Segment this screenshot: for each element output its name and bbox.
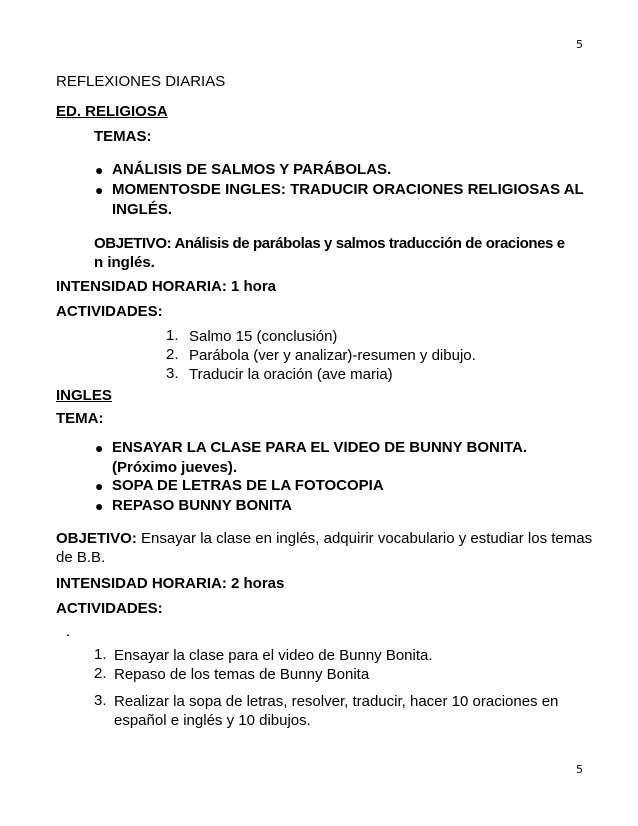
bullet-icon: ● xyxy=(95,182,104,198)
ingles-objetivo xyxy=(56,529,592,548)
ingles-objetivo-cont: de B.B. xyxy=(56,549,106,566)
ingles-actividad-1: Ensayar la clase para el video de Bunny Bonita. xyxy=(114,647,433,664)
ingles-bullet-3: REPASO BUNNY BONITA xyxy=(112,497,293,514)
ingles-bullet-1-cont: (Próximo jueves). xyxy=(112,459,238,476)
ingles-tema-label: TEMA: xyxy=(56,410,104,427)
religiosa-actividad-2: Parábola (ver y analizar)-resumen y dibujo. xyxy=(189,347,476,364)
list-number: 1. xyxy=(166,327,179,344)
list-number: 3. xyxy=(94,692,107,709)
bullet-icon: ● xyxy=(95,478,104,494)
page-number-top: 5 xyxy=(576,38,583,51)
religiosa-objetivo: OBJETIVO: Análisis de parábolas y salmos traducción de oraciones e xyxy=(94,235,565,252)
bullet-icon: ● xyxy=(95,498,104,514)
ingles-heading: INGLES xyxy=(56,387,112,404)
ingles-actividad-3: Realizar la sopa de letras, resolver, traducir, hacer 10 oraciones en xyxy=(114,693,559,710)
ingles-objetivo-text: Ensayar la clase en inglés, adquirir vocabulario y estudiar los temas xyxy=(136,530,593,547)
ingles-actividad-3-cont: español e inglés y 10 dibujos. xyxy=(114,712,311,729)
ingles-bullet-1: ENSAYAR LA CLASE PARA EL VIDEO DE BUNNY BONITA. xyxy=(112,439,528,456)
religiosa-actividad-1: Salmo 15 (conclusión) xyxy=(189,328,338,345)
ingles-actividades-label: ACTIVIDADES: xyxy=(56,600,163,617)
religiosa-bullet-2: MOMENTOSDE INGLES: TRADUCIR ORACIONES RELIGIOSAS AL xyxy=(112,181,584,198)
religiosa-objetivo-cont: n inglés. xyxy=(94,254,155,271)
bullet-icon: ● xyxy=(95,162,104,178)
list-number: 2. xyxy=(166,346,179,363)
list-number: 3. xyxy=(166,365,179,382)
ingles-objetivo-label: OBJETIVO: xyxy=(56,530,137,547)
religiosa-actividades-label: ACTIVIDADES: xyxy=(56,303,163,320)
religiosa-temas-label: TEMAS: xyxy=(94,128,152,145)
religiosa-heading: ED. RELIGIOSA xyxy=(56,103,168,120)
religiosa-actividad-3: Traducir la oración (ave maria) xyxy=(189,366,393,383)
page-title: REFLEXIONES DIARIAS xyxy=(56,73,226,90)
religiosa-intensidad: INTENSIDAD HORARIA: 1 hora xyxy=(56,278,277,295)
ingles-intensidad: INTENSIDAD HORARIA: 2 horas xyxy=(56,575,285,592)
stray-dot: . xyxy=(66,623,71,640)
list-number: 1. xyxy=(94,646,107,663)
page-number-bottom: 5 xyxy=(576,763,583,776)
list-number: 2. xyxy=(94,665,107,682)
religiosa-bullet-1: ANÁLISIS DE SALMOS Y PARÁBOLAS. xyxy=(112,161,392,178)
religiosa-bullet-2-cont: INGLÉS. xyxy=(112,201,173,218)
bullet-icon: ● xyxy=(95,440,104,456)
ingles-bullet-2: SOPA DE LETRAS DE LA FOTOCOPIA xyxy=(112,477,384,494)
ingles-actividad-2: Repaso de los temas de Bunny Bonita xyxy=(114,666,370,683)
